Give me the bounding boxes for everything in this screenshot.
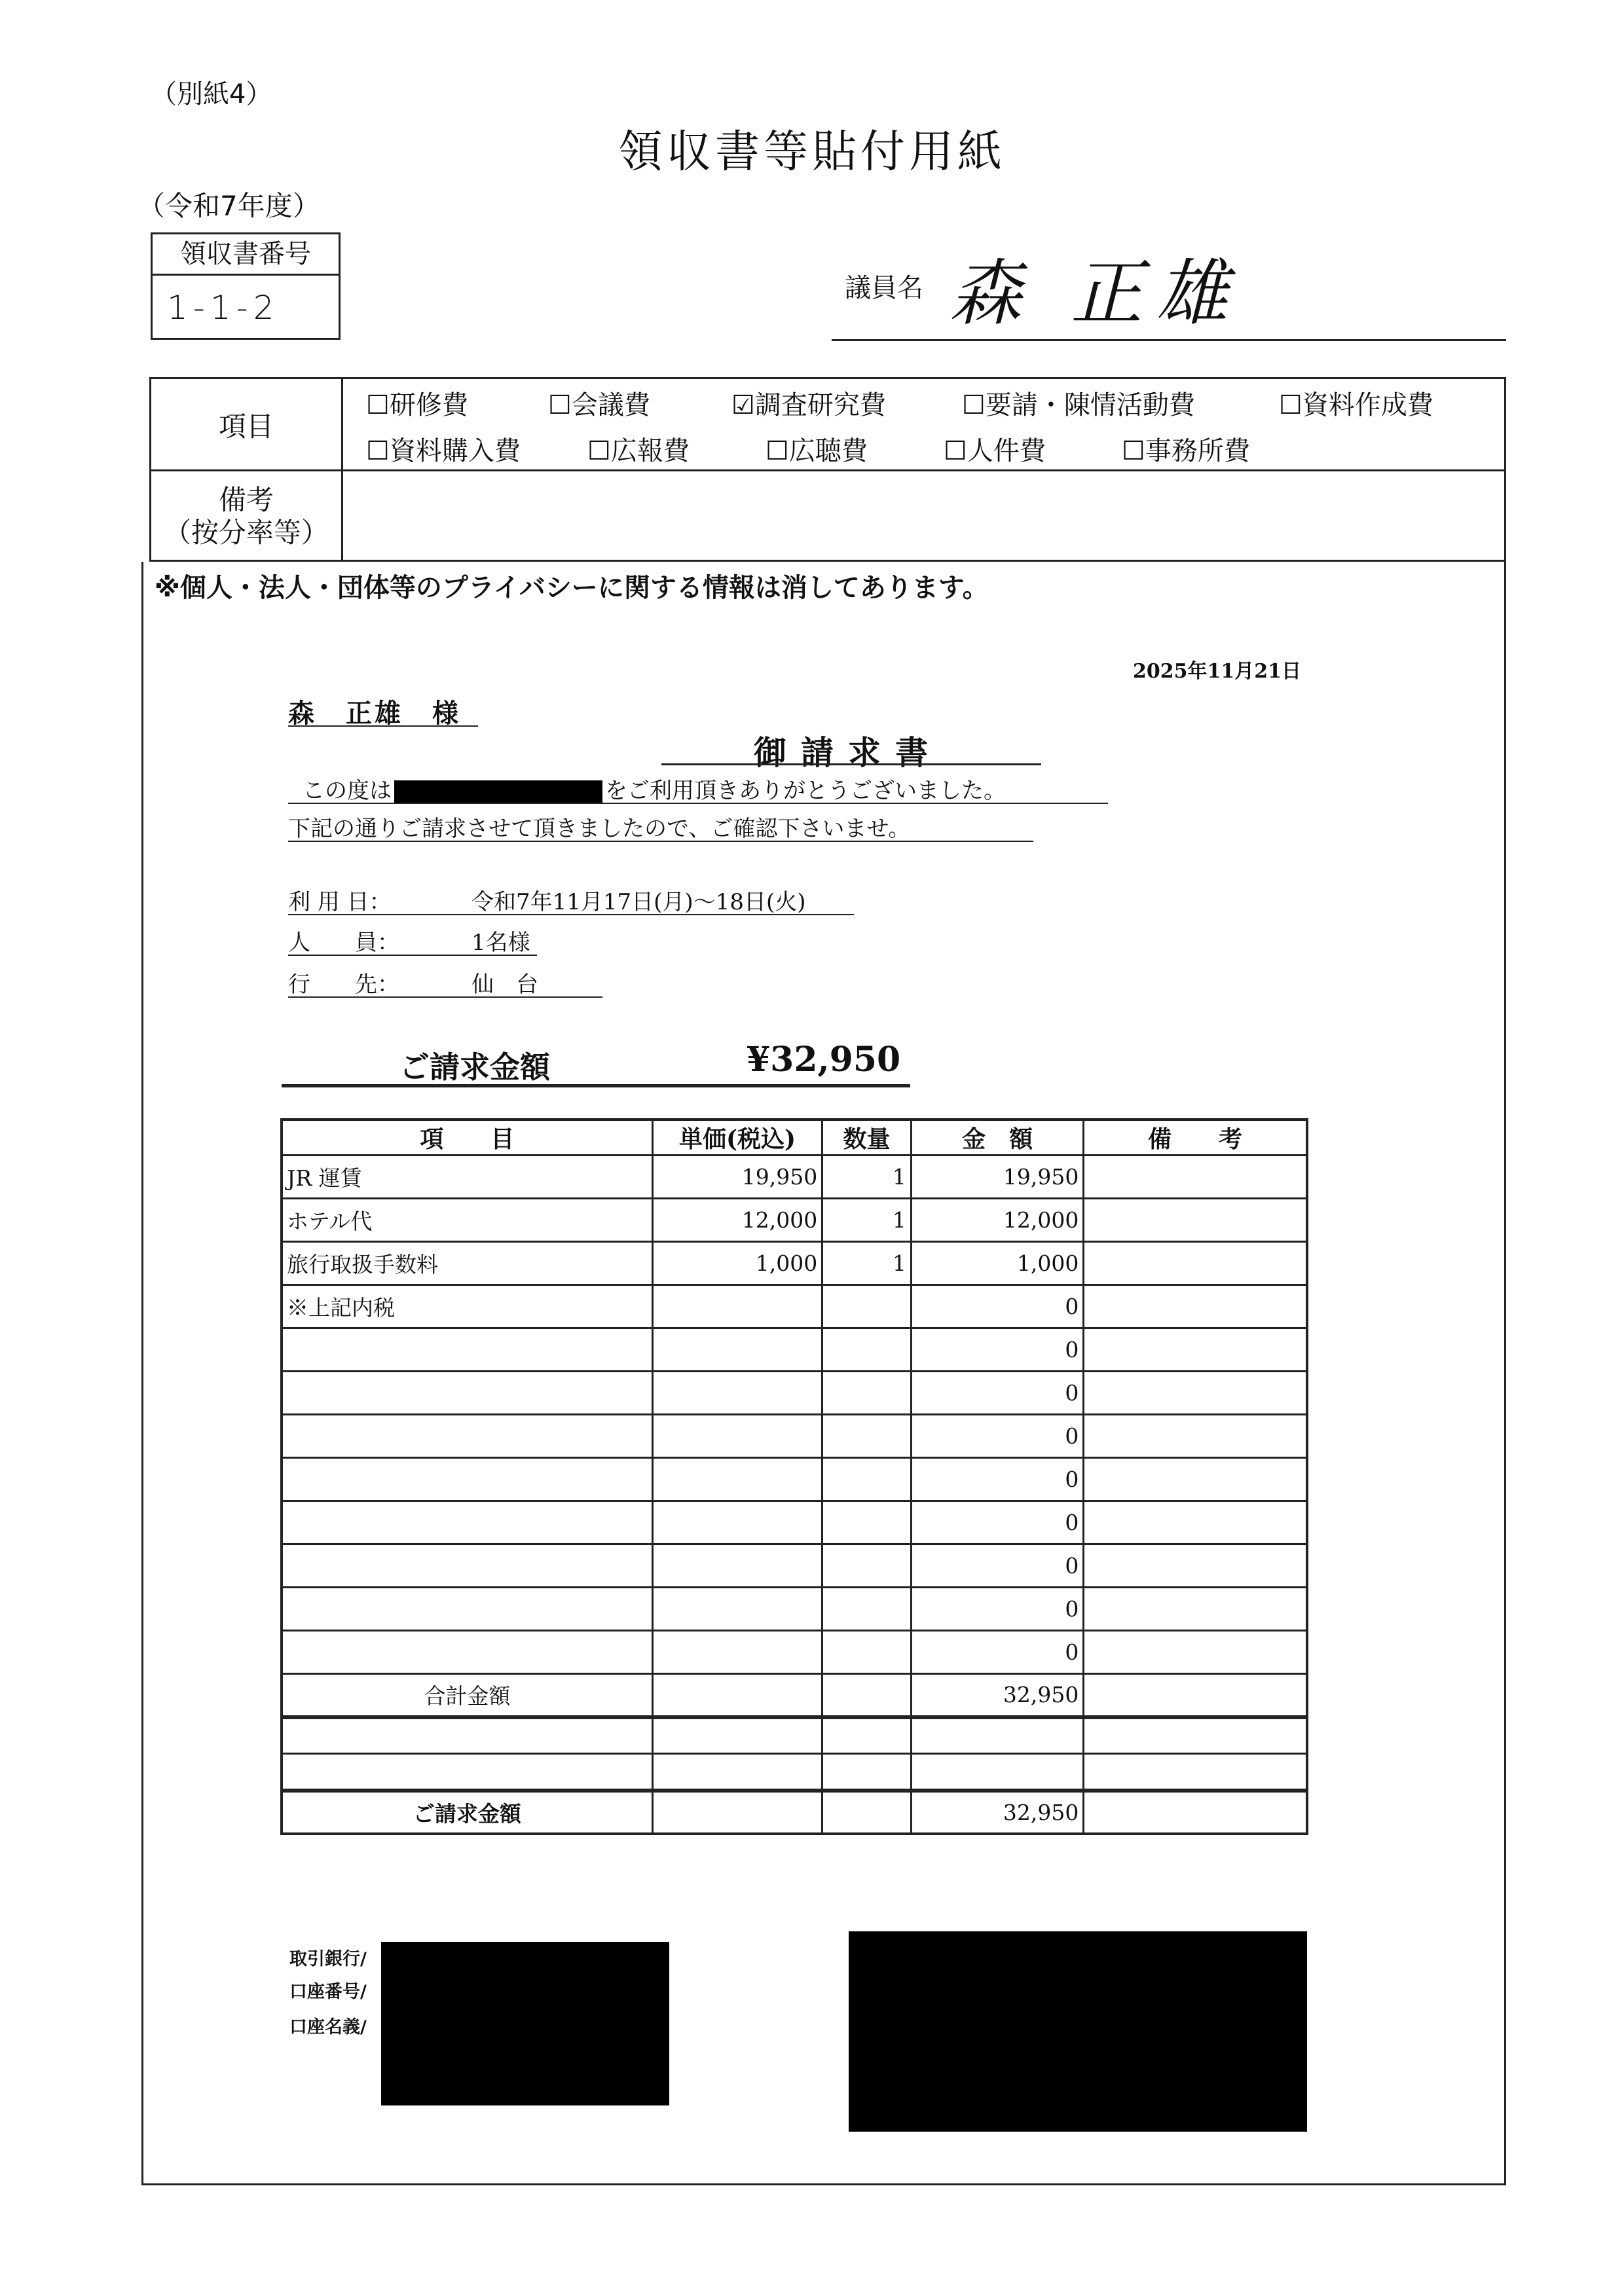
- checkbox-icon[interactable]: ☐: [366, 436, 390, 466]
- checkbox-icon[interactable]: ☐: [962, 390, 986, 420]
- table-row: 0: [282, 1458, 1307, 1501]
- member-signature: 森 正雄: [950, 251, 1241, 335]
- invoice-date: 2025年11月21日: [1133, 660, 1301, 683]
- receipt-number-label: 領収書番号: [153, 234, 339, 276]
- people-value: 1名様: [471, 930, 530, 956]
- category-material-making[interactable]: ☐資料作成費: [1279, 390, 1433, 420]
- table-row: [282, 1754, 1307, 1791]
- invoice-request-line: 下記の通りご請求させて頂きましたので、ご確認下さいませ。: [288, 816, 911, 842]
- table-row: JR 運賃 19,950 1 19,950: [282, 1156, 1307, 1199]
- account-number-label: 口座番号/: [289, 1982, 367, 2002]
- receipt-number-value: 1-1-2: [167, 289, 280, 327]
- category-hearing[interactable]: ☐広聴費: [766, 436, 868, 466]
- redaction-bank-info: [381, 1942, 669, 2105]
- people-label: 人 員：: [288, 930, 399, 956]
- page-title: 領収書等貼付用紙: [618, 126, 1006, 178]
- table-row: 0: [282, 1328, 1307, 1372]
- bank-label: 取引銀行/: [289, 1949, 367, 1969]
- invoice-title: 御請求書: [754, 733, 942, 772]
- table-row: ホテル代 12,000 1 12,000: [282, 1199, 1307, 1242]
- remarks-label-line2: （按分率等）: [163, 517, 329, 549]
- table-header-row: [282, 1120, 1307, 1156]
- table-row: 0: [282, 1372, 1307, 1415]
- member-name-underline: [832, 339, 1506, 341]
- account-name-label: 口座名義/: [289, 2017, 367, 2037]
- redaction-issuer-info: [849, 1931, 1307, 2132]
- people-underline: [288, 955, 537, 956]
- request-underline: [288, 841, 1033, 842]
- use-date-underline: [288, 914, 854, 915]
- table-row: 旅行取扱手数料 1,000 1 1,000: [282, 1242, 1307, 1285]
- checkbox-icon[interactable]: ☐: [587, 436, 611, 466]
- category-label: 項目: [218, 410, 274, 443]
- col-unit-price: 単価(税込): [652, 1120, 822, 1156]
- billing-amount-label: ご請求金額: [399, 1049, 550, 1085]
- invoice-greeting: [288, 773, 1006, 805]
- table-row: ※上記内税 0: [282, 1285, 1307, 1328]
- category-training[interactable]: ☐研修費: [366, 390, 468, 420]
- category-pr[interactable]: ☐広報費: [587, 436, 690, 466]
- col-qty: 数量: [822, 1120, 912, 1156]
- checkbox-icon[interactable]: ☐: [1122, 436, 1145, 466]
- checkbox-checked-icon[interactable]: ☑: [731, 390, 755, 420]
- destination-label: 行 先：: [288, 972, 399, 998]
- table-row: 0: [282, 1588, 1307, 1631]
- receipt-number-box: [151, 232, 341, 340]
- table-row: 0: [282, 1544, 1307, 1588]
- greeting-pre: この度は: [303, 778, 392, 804]
- member-name-label: 議員名: [845, 273, 923, 303]
- table-row: 0: [282, 1501, 1307, 1544]
- col-amount: 金 額: [911, 1120, 1083, 1156]
- subtotal-row: 合計金額 32,950: [282, 1674, 1307, 1717]
- invoice-client: 森 正雄 様: [288, 698, 461, 729]
- use-date-value: 令和7年11月17日(月)～18日(火): [471, 889, 806, 915]
- checkbox-icon[interactable]: ☐: [944, 436, 967, 466]
- invoice-table: [280, 1118, 1308, 1835]
- invoice-client-underline: [288, 725, 478, 727]
- attachment-label: （別紙4）: [151, 79, 272, 109]
- greeting-underline: [288, 803, 1108, 804]
- remarks-label: [151, 484, 341, 549]
- redaction-box: [394, 780, 602, 804]
- invoice-title-underline: [661, 763, 1041, 765]
- category-material-purchase[interactable]: ☐資料購入費: [366, 436, 521, 466]
- checkbox-icon[interactable]: ☐: [1279, 390, 1302, 420]
- category-personnel[interactable]: ☐人件費: [944, 436, 1046, 466]
- table-row: [282, 1717, 1307, 1754]
- checkbox-icon[interactable]: ☐: [548, 390, 572, 420]
- remarks-label-line1: 備考: [218, 484, 274, 516]
- col-note: 備 考: [1084, 1120, 1307, 1156]
- category-frame: [149, 377, 1506, 562]
- category-research[interactable]: ☑調査研究費: [731, 390, 886, 420]
- category-office[interactable]: ☐事務所費: [1122, 436, 1250, 466]
- category-meeting[interactable]: ☐会議費: [548, 390, 650, 420]
- checkbox-icon[interactable]: ☐: [766, 436, 789, 466]
- table-row: 0: [282, 1631, 1307, 1674]
- table-row: 0: [282, 1415, 1307, 1458]
- billing-amount-value: ¥32,950: [747, 1040, 901, 1080]
- col-item: 項 目: [282, 1120, 652, 1156]
- greeting-post: をご利用頂きありがとうございました。: [605, 778, 1006, 804]
- privacy-note: ※個人・法人・団体等のプライバシーに関する情報は消してあります。: [155, 573, 989, 603]
- total-row: ご請求金額 32,950: [282, 1791, 1307, 1834]
- billing-amount-underline: [282, 1084, 910, 1087]
- use-date-label: 利 用 日：: [288, 889, 392, 915]
- category-petition[interactable]: ☐要請・陳情活動費: [962, 390, 1195, 420]
- category-divider-h: [151, 469, 1504, 471]
- fiscal-year: （令和7年度）: [138, 190, 320, 222]
- checkbox-icon[interactable]: ☐: [366, 390, 390, 420]
- destination-value: 仙 台: [471, 972, 538, 998]
- destination-underline: [288, 996, 602, 998]
